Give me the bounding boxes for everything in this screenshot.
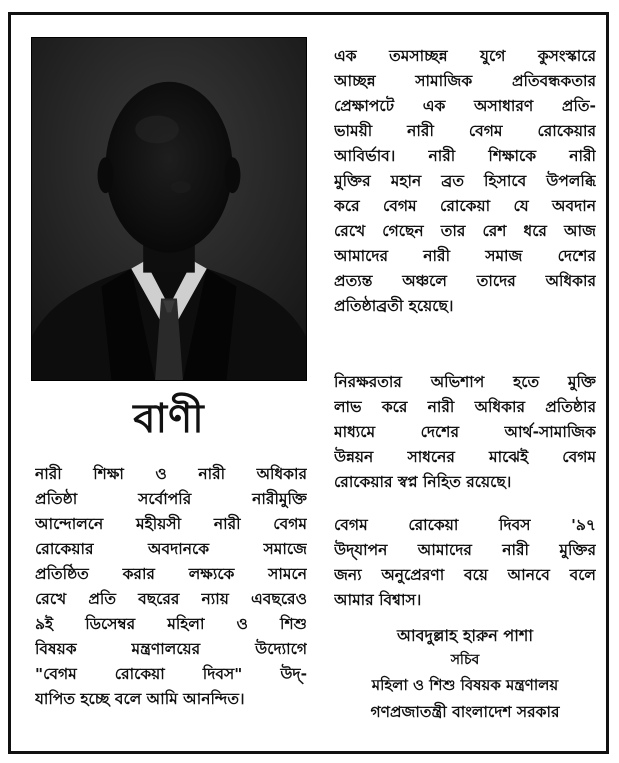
text-line: উদ্‌যাপন আমাদের নারী মুক্তির: [334, 541, 596, 559]
government-name: গণপ্রজাতন্ত্রী বাংলাদেশ সরকার: [370, 703, 560, 721]
text-line: বিষয়ক মন্ত্রণালয়ের উদ্যোগে: [35, 640, 307, 658]
text-line: আচ্ছন্ন সামাজিক প্রতিবন্ধকতার: [334, 72, 596, 90]
text-line: মাধ্যমে দেশের আর্থ-সামাজিক: [334, 423, 596, 441]
text-line: রোকেয়ার স্বপ্ন নিহিত রয়েছে।: [334, 473, 512, 491]
message-paragraph-2: [334, 370, 596, 495]
text-line: আমাদের নারী সমাজ দেশের: [334, 247, 596, 265]
text-line: এক তমসাচ্ছন্ন যুগে কুসংস্কারে: [334, 47, 596, 65]
text-line: বেগম রোকেয়া দিবস '৯৭: [334, 516, 596, 534]
text-line: যাপিত হচ্ছে বলে আমি আনন্দিত।: [35, 690, 245, 708]
portrait-photo: [31, 37, 307, 381]
text-line: লাভ করে নারী অধিকার প্রতিষ্ঠার: [334, 398, 596, 416]
text-line: নারী শিক্ষা ও নারী অধিকার: [35, 465, 307, 483]
text-line: আবির্ভাব। নারী শিক্ষাকে নারী: [334, 147, 596, 165]
text-line: রেখে গেছেন তার রেশ ধরে আজ: [334, 222, 596, 240]
text-line: প্রতিষ্ঠা সর্বোপরি নারীমুক্তি: [35, 490, 307, 508]
text-line: প্রেক্ষাপটে এক অসাধারণ প্রতি-: [334, 97, 596, 115]
text-line: ভাময়ী নারী বেগম রোকেয়ার: [334, 122, 596, 140]
text-line: প্রতিষ্ঠিত করার লক্ষ্যকে সামনে: [35, 565, 307, 583]
ministry-name: মহিলা ও শিশু বিষয়ক মন্ত্রণালয়: [371, 676, 559, 694]
text-line: "বেগম রোকেয়া দিবস" উদ্-: [35, 665, 307, 683]
text-line: উন্নয়ন সাধনের মাঝেই বেগম: [334, 448, 596, 466]
text-line: প্রতিষ্ঠাব্রতী হয়েছে।: [334, 297, 454, 315]
text-line: আন্দোলনে মহীয়সী নারী বেগম: [35, 515, 307, 533]
message-left-column: [35, 462, 307, 712]
signatory-title: সচিব: [450, 652, 480, 668]
text-line: আমার বিশ্বাস।: [334, 591, 422, 609]
text-line: করে বেগম রোকেয়া যে অবদান: [334, 197, 596, 215]
text-line: রেখে প্রতি বছরের ন্যায় এবছরেও: [35, 590, 307, 608]
signatory-name: আবদুল্লাহ হারুন পাশা: [396, 626, 534, 645]
text-line: মুক্তির মহান ব্রত হিসাবে উপলব্ধি: [334, 172, 596, 190]
text-line: প্রত্যন্ত অঞ্চলে তাদের অধিকার: [334, 272, 596, 290]
text-line: রোকেয়ার অবদানকে সমাজে: [35, 540, 307, 558]
message-paragraph-1: [334, 44, 596, 319]
message-paragraph-3: [334, 513, 596, 613]
signature-block: [330, 623, 600, 726]
text-line: নিরক্ষরতার অভিশাপ হতে মুক্তি: [334, 373, 596, 391]
text-line: জন্য অনুপ্রেরণা বয়ে আনবে বলে: [334, 566, 596, 584]
text-line: ৯ই ডিসেম্বর মহিলা ও শিশু: [35, 615, 307, 633]
page-title: বাণী: [133, 396, 205, 442]
